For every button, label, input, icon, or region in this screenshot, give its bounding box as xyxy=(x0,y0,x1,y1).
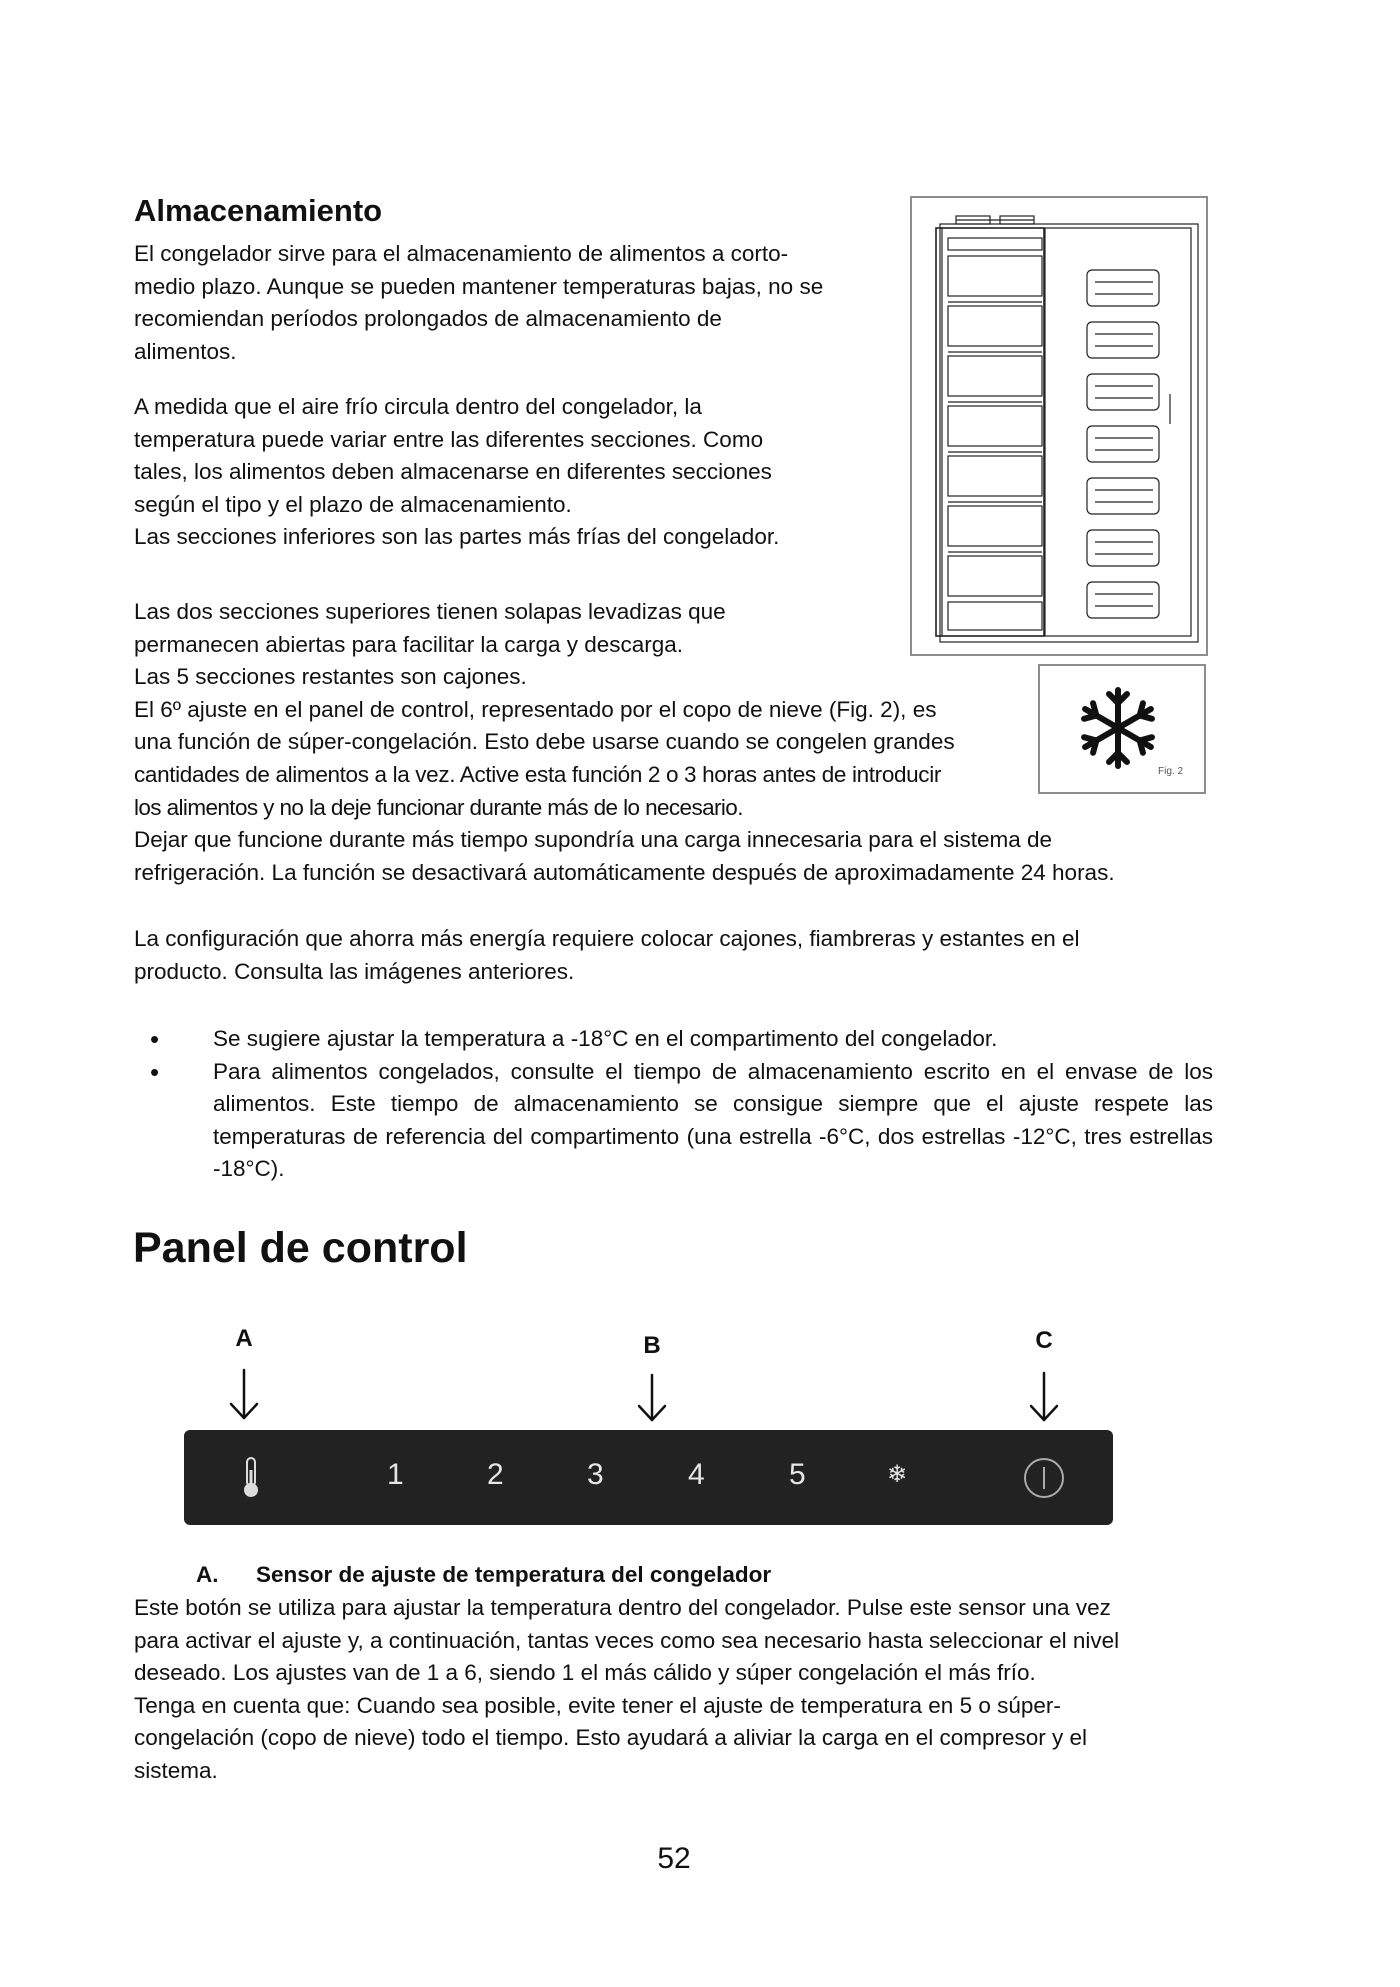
level-1-button[interactable]: 1 xyxy=(387,1458,404,1491)
level-4-button[interactable]: 4 xyxy=(688,1458,705,1491)
text-line: alimentos. xyxy=(134,338,237,364)
text-line: recomiendan períodos prolongados de almacenamiento de xyxy=(134,306,722,332)
level-3-button[interactable]: 3 xyxy=(587,1458,604,1491)
list-item: • Para alimentos congelados, consulte el tiempo de almacenamiento escrito en el envase de los alimentos. Este tiempo de almacenamiento se consigue siempre que el ajuste respete las temperaturas de referencia del compartimento (una estrella -6°C, dos estrellas -12°C, tres estrellas -18°C). xyxy=(142,1056,1213,1186)
label-a: A xyxy=(235,1325,253,1352)
text-line: El 6º ajuste en el panel de control, representado por el copo de nieve (Fig. 2), es xyxy=(134,696,937,722)
text-line: refrigeración. La función se desactivará automáticamente después de aproximadamente 24 horas. xyxy=(134,859,1115,885)
text-line: Tenga en cuenta que: Cuando sea posible, evite tener el ajuste de temperatura en 5 o súper- xyxy=(134,1692,1061,1718)
text-line: Las 5 secciones restantes son cajones. xyxy=(134,664,527,690)
text-line: Dejar que funcione durante más tiempo supondría una carga innecesaria para el sistema de xyxy=(134,827,1053,853)
text-line: producto. Consulta las imágenes anteriores. xyxy=(134,958,575,984)
label-b: B xyxy=(643,1332,661,1359)
text-line: Las dos secciones superiores tienen solapas levadizas que xyxy=(134,599,726,624)
storage-heading: Almacenamiento xyxy=(134,193,383,228)
sensor-description xyxy=(134,1592,1234,1788)
thermometer-icon[interactable] xyxy=(240,1456,262,1500)
level-5-button[interactable]: 5 xyxy=(789,1458,806,1491)
text-line: Este botón se utiliza para ajustar la temperatura dentro del congelador. Pulse este sensor una vez xyxy=(134,1595,1111,1620)
text-line: El congelador sirve para el almacenamiento de alimentos a corto- xyxy=(134,241,789,266)
label-c: C xyxy=(1035,1327,1053,1354)
text-line: La configuración que ahorra más energía requiere colocar cajones, fiambreras y estantes en el xyxy=(134,926,1080,951)
sensor-title: Sensor de ajuste de temperatura del congelador xyxy=(256,1562,772,1587)
text-line: sistema. xyxy=(134,1757,218,1783)
text-line: medio plazo. Aunque se pueden mantener temperaturas bajas, no se xyxy=(134,273,824,299)
text-line: cantidades de alimentos a la vez. Active esta función 2 o 3 horas antes de introducir xyxy=(134,761,942,787)
level-2-button[interactable]: 2 xyxy=(487,1458,504,1491)
power-icon[interactable] xyxy=(1023,1457,1065,1499)
list-item: • Se sugiere ajustar la temperatura a -18°C en el compartimento del congelador. xyxy=(142,1023,1213,1056)
text-line: temperatura puede variar entre las diferentes secciones. Como xyxy=(134,426,764,452)
text-line: deseado. Los ajustes van de 1 a 6, siendo 1 el más cálido y súper congelación el más frío. xyxy=(134,1660,1036,1686)
text-line: una función de súper-congelación. Esto debe usarse cuando se congelen grandes xyxy=(134,729,955,755)
text-line: según el tipo y el plazo de almacenamiento. xyxy=(134,491,572,517)
control-panel-bar xyxy=(184,1430,1113,1525)
text-line: Las secciones inferiores son las partes más frías del congelador. xyxy=(134,524,780,550)
text-line: tales, los alimentos deben almacenarse en diferentes secciones xyxy=(134,459,772,485)
super-freeze-button[interactable]: ❄ xyxy=(887,1461,908,1488)
sensor-marker: A. xyxy=(196,1562,219,1587)
text-line: para activar el ajuste y, a continuación, tantas veces como sea necesario hasta seleccionar el nivel xyxy=(134,1627,1120,1653)
text-line: los alimentos y no la deje funcionar durante más de lo necesario. xyxy=(134,794,743,820)
text-line: A medida que el aire frío circula dentro del congelador, la xyxy=(134,394,702,419)
text-line: congelación (copo de nieve) todo el tiempo. Esto ayudará a aliviar la carga en el compresor y el xyxy=(134,1725,1088,1751)
text-line: permanecen abiertas para facilitar la carga y descarga. xyxy=(134,631,684,657)
control-panel-heading: Panel de control xyxy=(133,1224,468,1272)
fig2-caption: Fig. 2 xyxy=(1158,766,1184,777)
page-number: 52 xyxy=(657,1842,691,1875)
